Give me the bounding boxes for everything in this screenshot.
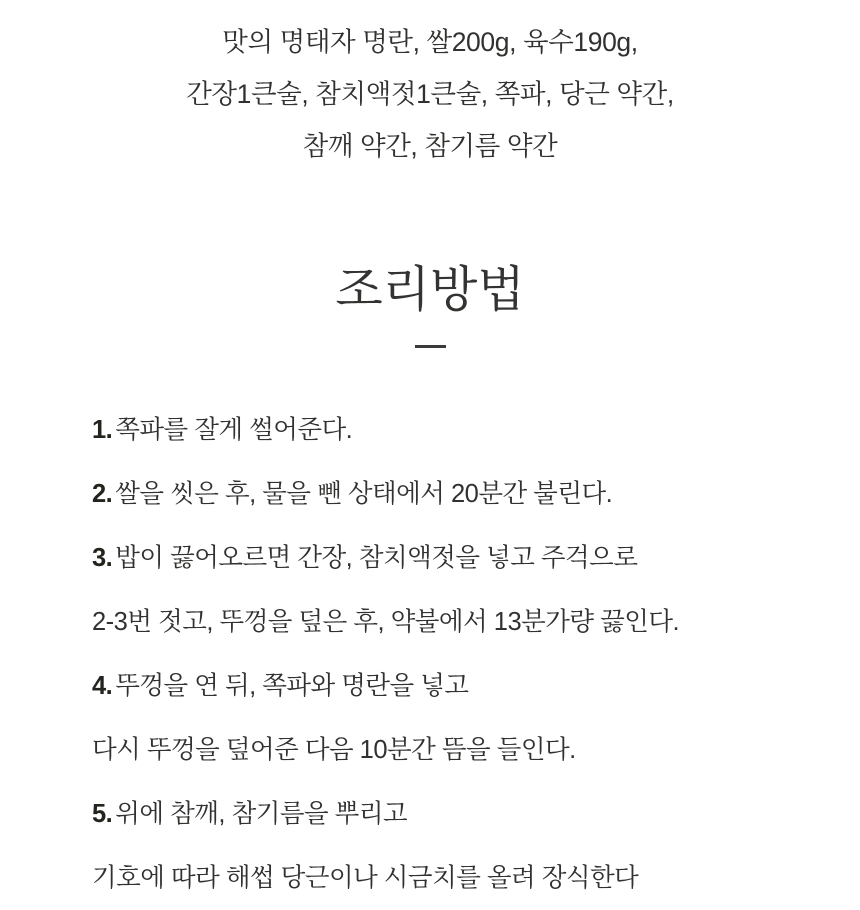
step-continuation-line: 기호에 따라 해썹 당근이나 시금치를 올려 장식한다 [92,864,639,892]
step-text: 쪽파를 잘게 썰어준다. [115,416,353,444]
step-text: 밥이 끓어오르면 간장, 참치액젓을 넣고 주걱으로 [115,544,638,572]
ingredient-line: 간장1큰술, 참치액젓1큰술, 쪽파, 당근 약간, [186,79,674,109]
list-item [92,782,812,846]
step-text: 위에 참깨, 참기름을 뿌리고 [115,800,408,828]
step-text: 뚜껑을 연 뒤, 쪽파와 명란을 넣고 [115,672,469,700]
method-steps-list [92,398,812,910]
ingredient-line: 맛의 명태자 명란, 쌀200g, 육수190g, [222,27,638,57]
ingredient-line: 참깨 약간, 참기름 약간 [302,131,558,161]
step-number: 5. [92,800,113,828]
ingredients-block [0,16,860,172]
list-item [92,526,812,590]
step-number: 1. [92,416,113,444]
list-item [92,462,812,526]
step-number: 4. [92,672,113,700]
list-item [92,654,812,718]
page-title: 조리방법 [335,263,525,317]
step-number: 3. [92,544,113,572]
heading-divider [415,345,446,348]
step-continuation-line: 다시 뚜껑을 덮어준 다음 10분간 뜸을 들인다. [92,736,576,764]
list-item [92,398,812,462]
method-heading-block [0,259,860,348]
step-continuation-line: 2-3번 젓고, 뚜껑을 덮은 후, 약불에서 13분가량 끓인다. [92,608,680,636]
step-text: 쌀을 씻은 후, 물을 뺀 상태에서 20분간 불린다. [115,480,613,508]
step-number: 2. [92,480,113,508]
